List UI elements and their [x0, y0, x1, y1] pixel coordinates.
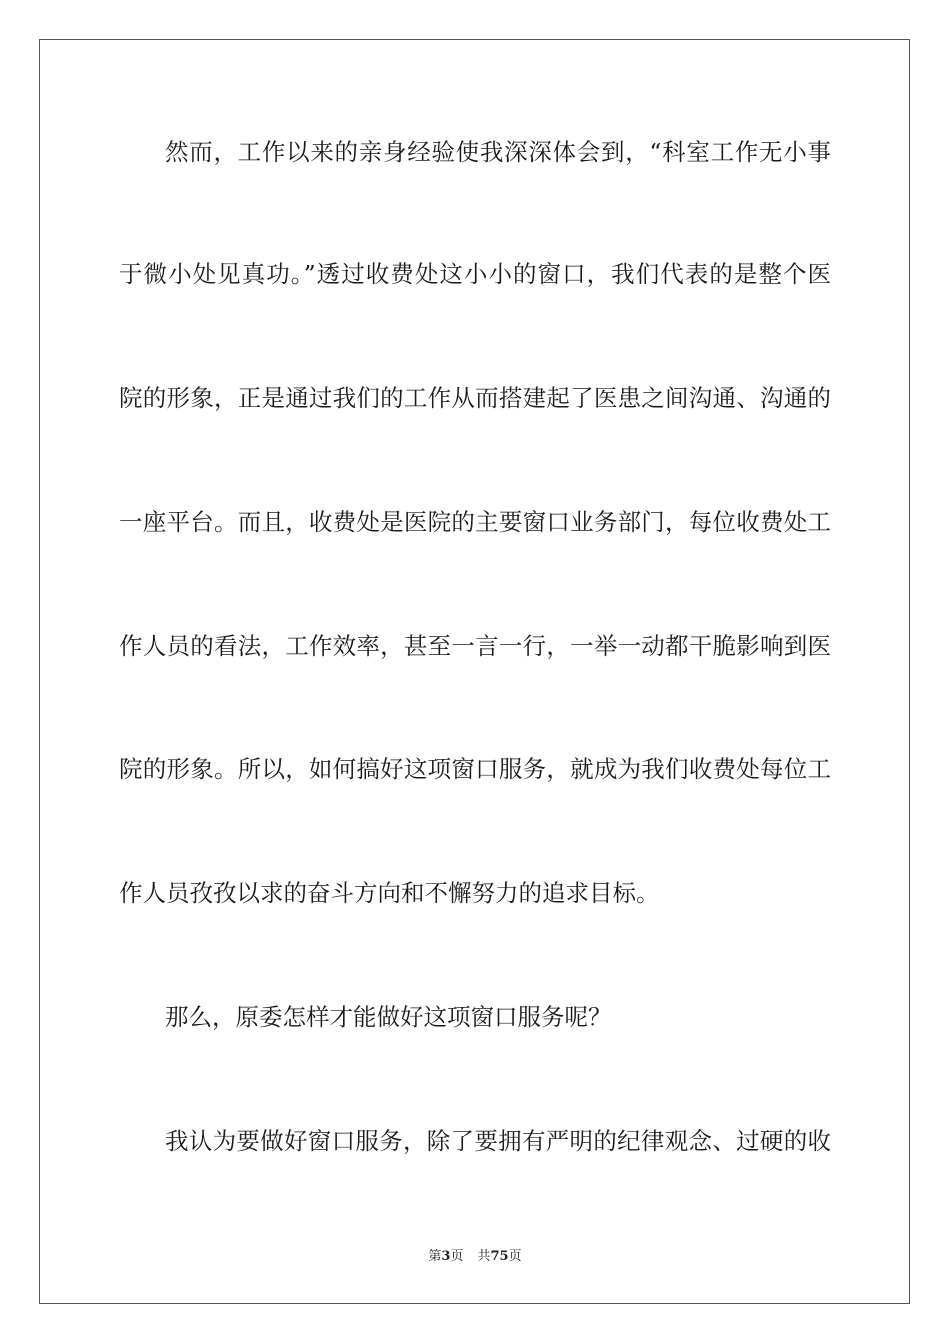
paragraph-line: 作人员的看法，工作效率，甚至一言一行，一举一动都干脆影响到医: [119, 632, 831, 660]
page-number: 3: [441, 1249, 451, 1264]
paragraph-line: 那么，原委怎样才能做好这项窗口服务呢？: [165, 1003, 612, 1031]
total-suffix: 页: [508, 1249, 522, 1264]
paragraph-line: 作人员孜孜以求的奋斗方向和不懈努力的追求目标。: [119, 879, 660, 907]
page-prefix: 第: [428, 1249, 442, 1264]
page-footer: [0, 1248, 950, 1266]
page-suffix: 页: [450, 1249, 464, 1264]
page-border: [39, 39, 910, 1304]
paragraph-line: 然而，工作以来的亲身经验使我深深体会到，“科室工作无小事: [165, 138, 831, 166]
total-pages: 75: [490, 1249, 509, 1264]
paragraph-line: 院的形象，正是通过我们的工作从而搭建起了医患之间沟通、沟通的: [119, 384, 831, 412]
paragraph-line: 院的形象。所以，如何搞好这项窗口服务，就成为我们收费处每位工: [119, 755, 831, 783]
total-prefix: 共: [477, 1249, 491, 1264]
paragraph-line: 一座平台。而且，收费处是医院的主要窗口业务部门，每位收费处工: [119, 508, 831, 536]
paragraph-line: 于微小处见真功。”透过收费处这小小的窗口，我们代表的是整个医: [119, 260, 831, 288]
paragraph-line: 我认为要做好窗口服务，除了要拥有严明的纪律观念、过硬的收: [165, 1127, 831, 1155]
